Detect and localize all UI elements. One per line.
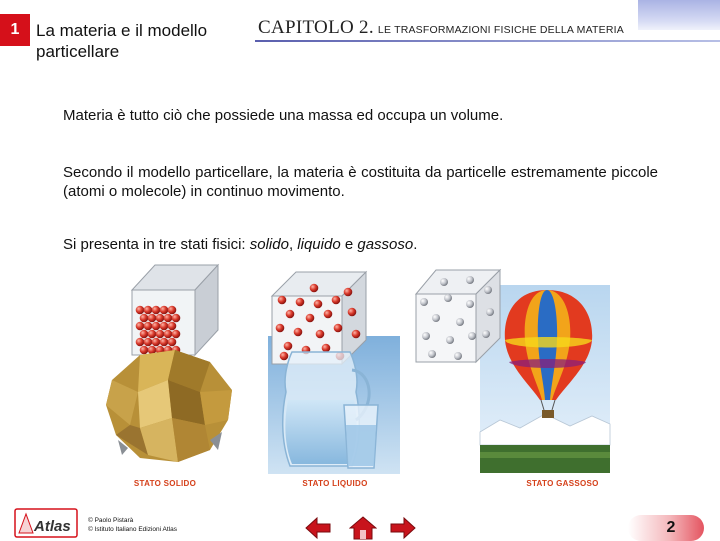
particle — [310, 284, 319, 293]
particle — [172, 314, 181, 323]
particle — [160, 306, 169, 315]
particle — [344, 288, 353, 297]
particle — [280, 352, 289, 361]
particle — [144, 306, 153, 315]
particle — [482, 330, 490, 338]
particle — [314, 300, 323, 309]
liquid-state-illustration — [268, 272, 400, 474]
chapter-label: CAPITOLO 2. — [258, 17, 374, 38]
particle — [348, 308, 357, 317]
paragraph-text: è costituita da particelle estremamente piccole (atomi o molecole) in continuo movimento. — [63, 164, 658, 200]
particle — [444, 294, 452, 302]
term-liquido: liquido — [297, 236, 341, 253]
particle — [446, 336, 454, 344]
page-number-badge: 2 — [628, 515, 704, 541]
particle — [276, 324, 285, 333]
particle — [164, 314, 173, 323]
chapter-title: LE TRASFORMAZIONI FISICHE DELLA MATERIA — [377, 24, 624, 36]
particle — [136, 338, 145, 347]
particle — [306, 314, 315, 323]
particle — [432, 314, 440, 322]
paragraph-text: e — [340, 236, 358, 253]
particle — [484, 286, 492, 294]
particle — [152, 338, 161, 347]
particle — [284, 342, 293, 351]
particle — [168, 306, 177, 315]
home-button[interactable] — [349, 515, 377, 541]
particle — [168, 322, 177, 331]
particle — [148, 314, 157, 323]
paragraph-text: Secondo il modello particellare, la — [63, 164, 294, 181]
section-number-badge: 1 — [0, 14, 30, 46]
term-solido: solido — [249, 236, 289, 253]
particle — [152, 322, 161, 331]
next-slide-button[interactable] — [389, 515, 417, 541]
particle — [148, 330, 157, 339]
particle — [466, 300, 474, 308]
particle — [440, 278, 448, 286]
caption-liquid-state: STATO LIQUIDO — [302, 479, 368, 488]
term-gassoso: gassoso — [357, 236, 414, 253]
particle — [172, 330, 181, 339]
paragraph-text: Si presenta in tre stati fisici: — [63, 236, 250, 253]
arrow-left-icon — [306, 518, 330, 538]
section-title: La materia e il modello particellare — [36, 21, 208, 61]
particle — [168, 338, 177, 347]
particle — [468, 332, 476, 340]
particle — [160, 338, 169, 347]
particle — [144, 322, 153, 331]
particle — [164, 330, 173, 339]
paragraph-text: . — [413, 236, 418, 253]
caption-gas-state: STATO GASSOSO — [526, 479, 599, 488]
credit-author: © Paolo Pistarà — [88, 517, 134, 524]
home-icon — [350, 517, 376, 539]
particle — [334, 324, 343, 333]
particle — [428, 350, 436, 358]
term-materia: materia — [293, 164, 344, 181]
particle — [140, 330, 149, 339]
particle — [160, 322, 169, 331]
gas-state-illustration — [416, 270, 610, 473]
particle — [140, 346, 149, 355]
particle — [294, 328, 303, 337]
particle — [466, 276, 474, 284]
particle — [140, 314, 149, 323]
credit-publisher: © Istituto Italiano Edizioni Atlas — [88, 526, 177, 533]
particle — [136, 306, 145, 315]
particle — [152, 306, 161, 315]
logo-text: Atlas — [34, 518, 71, 535]
previous-slide-button[interactable] — [304, 515, 332, 541]
particle — [420, 298, 428, 306]
particle — [352, 330, 361, 339]
particle — [286, 310, 295, 319]
particle — [486, 308, 494, 316]
paragraph-text: , — [288, 236, 298, 253]
definition-text: è tutto ciò che possiede una massa ed occupa un volume. — [113, 107, 504, 124]
particle — [316, 330, 325, 339]
particle — [322, 344, 331, 353]
particle — [296, 298, 305, 307]
particle — [456, 318, 464, 326]
particle — [278, 296, 287, 305]
atlas-logo — [14, 508, 78, 538]
particle — [136, 322, 145, 331]
particle — [422, 332, 430, 340]
term-materia: Materia — [63, 107, 114, 124]
particle — [454, 352, 462, 360]
particle — [156, 330, 165, 339]
solid-state-illustration — [106, 265, 232, 462]
credits — [88, 516, 177, 534]
particle — [144, 338, 153, 347]
caption-solid-state: STATO SOLIDO — [133, 479, 197, 488]
particle — [324, 310, 333, 319]
particle — [332, 296, 341, 305]
particle — [156, 314, 165, 323]
arrow-right-icon — [391, 518, 415, 538]
